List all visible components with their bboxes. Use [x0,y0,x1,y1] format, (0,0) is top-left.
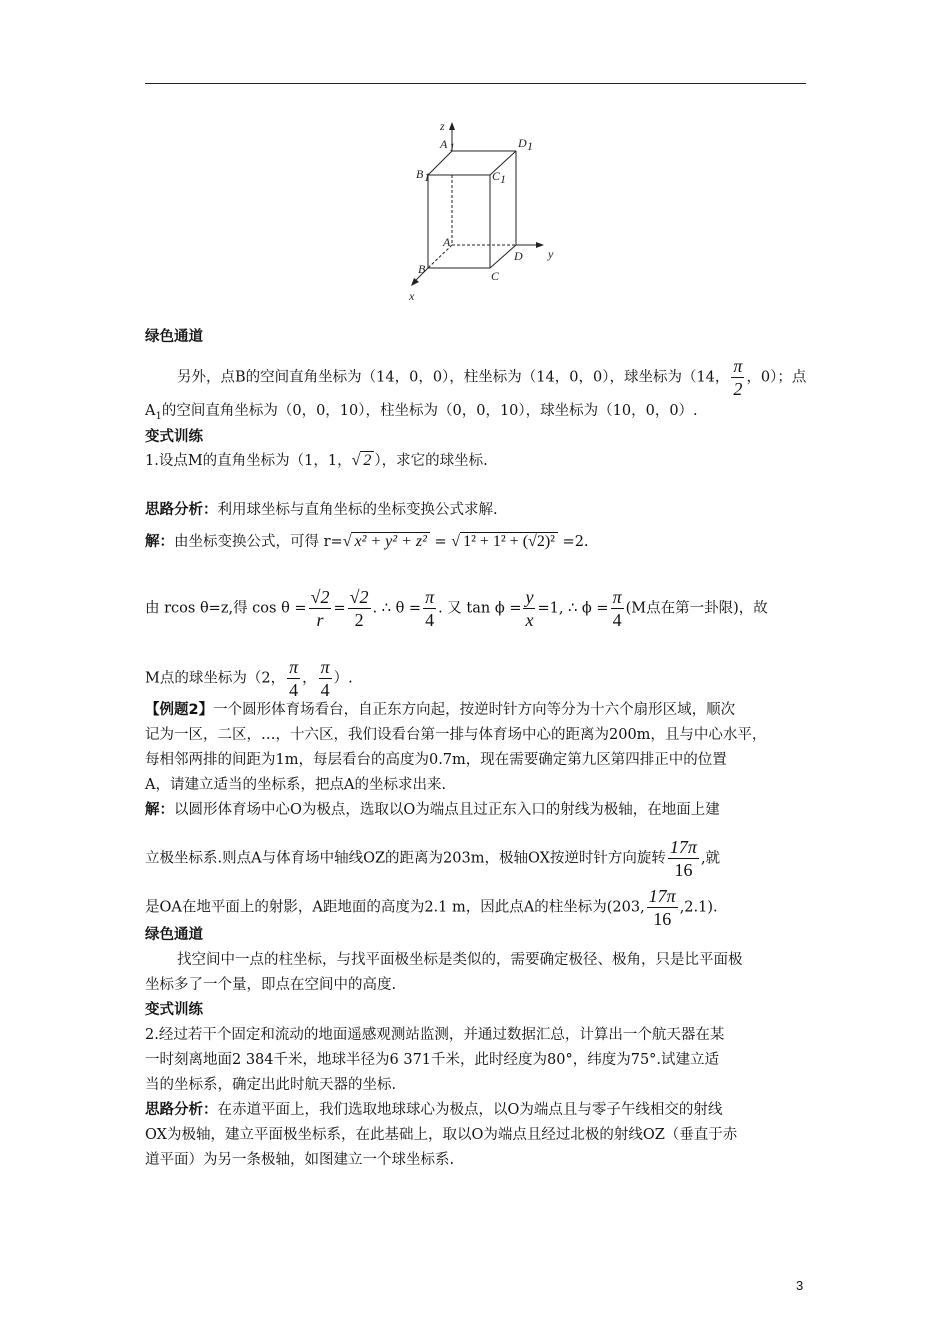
section1-heading: 绿色通道 [145,329,203,345]
page-number: 3 [796,1278,804,1293]
label-z: z [440,119,445,133]
exercise2-heading: 变式训练 [145,1002,203,1018]
section2-line1: 找空间中一点的柱坐标，与找平面极坐标是类似的，需要确定极径、极角，只是比平面极 [177,952,743,968]
exercise1-line3: M点的球坐标为（2， $\frac{\pi}{4}$ ， $\frac{\pi}{4}$ ）. [145,657,353,700]
label-c: C [491,269,500,283]
exercise2-analysis2: OX为极轴，建立平面极坐标系，在此基础上，取以O为端点且经过北极的射线OZ（垂直于赤 [145,1127,738,1143]
exercise1-analysis: 思路分析：利用球坐标与直角坐标的坐标变换公式求解. [145,502,498,518]
cuboid-figure [400,118,560,308]
exercise1-heading: 变式训练 [145,429,203,445]
example2-line1: 【例题2】一个圆形体育场看台，自正东方向起，按逆时针方向等分为十六个扇形区域，顺次 [145,702,736,718]
label-d: D [514,249,523,263]
label-y: y [548,247,554,261]
exercise2-analysis3: 道平面）为另一条极轴，如图建立一个球坐标系. [145,1152,455,1168]
example2-solution3: 是OA在地平面上的射影，A距地面的高度为2.1 m，因此点A的柱坐标为(203, $\frac{17\pi}{16}$ ,2.1). [145,886,718,929]
exercise1-solution: 解：由坐标变换公式，可得 r=√ x² + y² + z² = √ 1² + 1² + (√2)² =2. [145,533,589,550]
example2-solution1: 解：以圆形体育场中心O为极点，选取以O为端点且过正东入口的射线为极轴，在地面上建 [145,802,720,818]
exercise2-line3: 当的坐标系，确定出此时航天器的坐标. [145,1077,397,1093]
example2-line2: 记为一区，二区，…，十六区，我们设看台第一排与体育场中心的距离为200m，且与中心水平， [145,727,767,743]
section1-line1: 另外，点B的空间直角坐标为（14，0，0），柱坐标为（14，0，0），球坐标为（14， $\frac{\pi}{2}$ ，0）；点 [177,356,807,399]
label-a: A [443,235,451,249]
exercise2-line1: 2.经过若干个固定和流动的地面遥感观测站监测，并通过数据汇总，计算出一个航天器在某 [145,1027,725,1043]
exercise1-question: 1.设点M的直角坐标为（1，1，√ 2 ），求它的球坐标. [145,452,488,469]
sqrt2: √ 2 [352,451,375,471]
section2-line2: 坐标多了一个量，即点在空间中的高度. [145,977,397,993]
svg-text:1: 1 [424,170,430,184]
label-b1: B [416,167,424,181]
header-rule [145,83,806,84]
x-arrow-icon [411,278,419,286]
z-arrow-icon [449,122,455,130]
exercise1-line2: 由 rcos θ=z,得 cos θ = $\frac{√2}{r}$ = $\frac{√2}{2}$ . ∴ θ = $\frac{\pi}{4}$ . 又 tan ϕ = $\frac{y}{x}$ =1, ∴ ϕ = $\frac{\pi}{4}$ (M点在第一卦限)，故 [145,587,768,630]
label-d1: D [518,136,527,150]
exercise2-line2: 一时刻离地面2 384千米，地球半径为6 371千米，此时经度为80°，纬度为75°.试建立适 [145,1052,720,1068]
svg-text:1: 1 [527,139,533,153]
exercise2-analysis1: 思路分析：在赤道平面上，我们选取地球球心为极点，以O为端点且与零子午线相交的射线 [145,1102,723,1118]
label-x: x [409,289,415,303]
label-c1: C [492,169,501,183]
svg-text:1: 1 [449,140,455,154]
label-b: B [418,262,426,276]
svg-text:1: 1 [500,172,506,186]
example2-line4: A，请建立适当的坐标系，把点A的坐标求出来. [145,777,447,793]
pi-over-2: $\frac{\pi}{2}$ [733,356,743,399]
section2-heading: 绿色通道 [145,927,203,943]
label-a1: A [440,137,448,151]
section1-line2: $A_1$的空间直角坐标为（0，0，10），柱坐标为（0，0，10），球坐标为（10，0，0）. [145,403,698,422]
example2-line3: 每相邻两排的间距为1m，每层看台的高度为0.7m，现在需要确定第九区第四排正中的位置 [145,752,727,768]
y-arrow-icon [536,242,544,248]
example2-solution2: 立极坐标系.则点A与体育场中轴线OZ的距离为203m，极轴OX按逆时针方向旋转 $\frac{17\pi}{16}$ ,就 [145,837,721,880]
